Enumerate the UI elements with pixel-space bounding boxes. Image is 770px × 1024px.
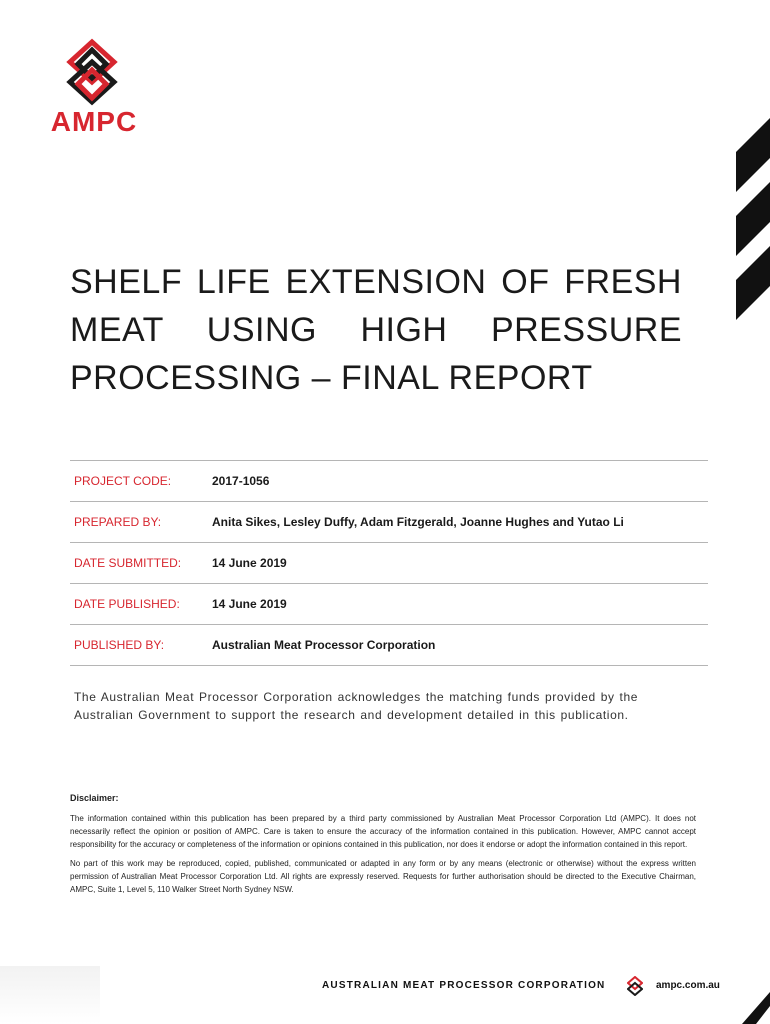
- meta-row-project-code: [70, 460, 708, 501]
- disclaimer-section: [70, 793, 696, 902]
- meta-label: PREPARED BY:: [74, 515, 162, 529]
- disclaimer-title: Disclaimer:: [70, 793, 119, 803]
- ampc-logo: [40, 38, 148, 138]
- meta-row-published-by: [70, 624, 708, 666]
- diagonal-stripes-decoration: [710, 100, 770, 320]
- meta-label: DATE PUBLISHED:: [74, 597, 180, 611]
- meta-label: DATE SUBMITTED:: [74, 556, 182, 570]
- acknowledgement-paragraph: The Australian Meat Processor Corporation acknowledges the matching funds provided by the Australian Government to support the research and development detailed in this publication.: [74, 690, 639, 722]
- meta-value: Australian Meat Processor Corporation: [212, 638, 436, 652]
- meta-value: Anita Sikes, Lesley Duffy, Adam Fitzgerald, Joanne Hughes and Yutao Li: [212, 515, 624, 529]
- meta-value: 14 June 2019: [212, 597, 287, 611]
- footer-organisation-name: AUSTRALIAN MEAT PROCESSOR CORPORATION: [322, 980, 606, 991]
- meta-row-date-submitted: [70, 542, 708, 583]
- ampc-diamond-small-icon: [627, 976, 643, 996]
- footer-website-link[interactable]: ampc.com.au: [656, 980, 720, 991]
- meta-value: 2017-1056: [212, 474, 270, 488]
- meta-value: 14 June 2019: [212, 556, 287, 570]
- footer-stripe-decoration: [706, 992, 770, 1024]
- disclaimer-paragraph: The information contained within this publication has been prepared by a third party commissioned by Australian Meat Processor Corporation Ltd (AMPC). It does not necessarily reflect the opinion or position of AMPC. Care is taken to ensure the accuracy of the information contained in this publication. However, AMPC cannot accept responsibility for the accuracy or completeness of the information or opinions contained in this publication, nor does it endorse or adopt the information contained in this report.: [70, 814, 696, 849]
- project-metadata-table: [70, 460, 708, 666]
- footer-fade-decoration: [0, 966, 100, 1024]
- meta-row-date-published: [70, 583, 708, 624]
- ampc-diamond-logo-icon: [66, 38, 118, 106]
- report-title: SHELF LIFE EXTENSION OF FRESH MEAT USING HIGH PRESSURE PROCESSING – FINAL REPORT: [70, 263, 682, 397]
- disclaimer-paragraph: No part of this work may be reproduced, copied, published, communicated or adapted in any form or by any means (electronic or otherwise) without the express written permission of Australian Meat Processor Corporation Ltd. All rights are expressly reserved. Requests for further authorisation should be directed to the Executive Chairman, AMPC, Suite 1, Level 5, 110 Walker Street North Sydney NSW.: [70, 859, 696, 894]
- logo-wordmark: AMPC: [50, 106, 138, 137]
- meta-label: PUBLISHED BY:: [74, 638, 165, 652]
- meta-label: PROJECT CODE:: [74, 474, 172, 488]
- meta-row-prepared-by: [70, 501, 708, 542]
